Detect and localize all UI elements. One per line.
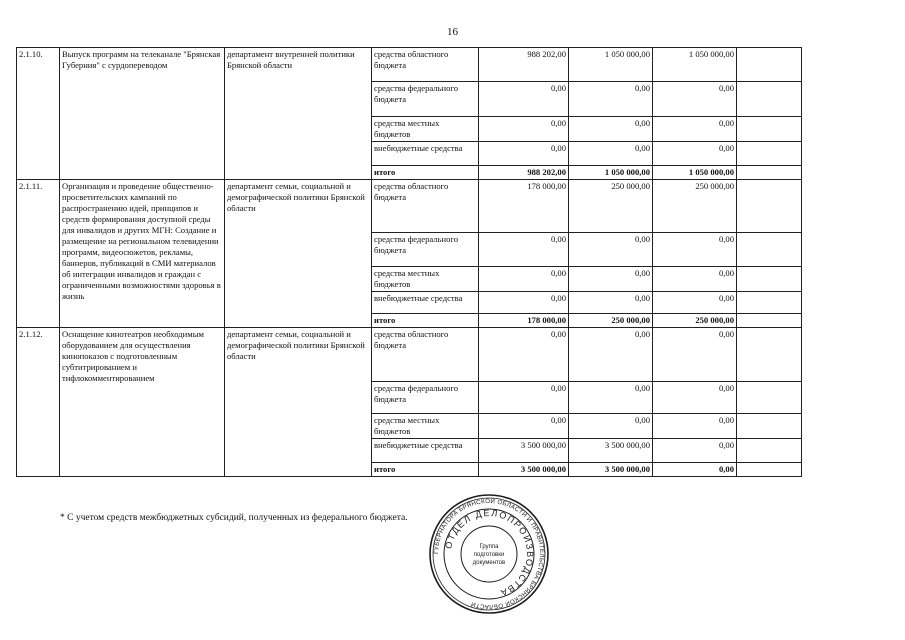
empty-cell: [737, 328, 802, 382]
amount-year-1: 0,00: [479, 82, 569, 117]
empty-cell: [737, 314, 802, 328]
funding-source: средства областного бюджета: [372, 48, 479, 82]
empty-cell: [737, 463, 802, 477]
stamp-center-line-2: подготовки: [473, 552, 505, 558]
amount-year-3: 0,00: [653, 267, 737, 292]
amount-year-1: 3 500 000,00: [479, 439, 569, 463]
amount-year-1: 3 500 000,00: [479, 463, 569, 477]
amount-year-2: 0,00: [569, 414, 653, 439]
empty-cell: [737, 142, 802, 166]
amount-year-1: 178 000,00: [479, 180, 569, 233]
activity-name: Выпуск программ на телеканале "Брянская Губерния" с сурдопереводом: [60, 48, 225, 180]
official-stamp: [428, 493, 550, 615]
funding-source: средства местных бюджетов: [372, 414, 479, 439]
empty-cell: [737, 233, 802, 267]
funding-source: внебюджетные средства: [372, 439, 479, 463]
amount-year-3: 250 000,00: [653, 314, 737, 328]
stamp-center-line-1: Группа: [479, 544, 499, 550]
empty-cell: [737, 48, 802, 82]
stamp-center-line-3: документов: [472, 560, 506, 566]
amount-year-2: 0,00: [569, 142, 653, 166]
activity-name: Организация и проведение общественно- просветительских кампаний по распространению идей, принципов и средств формирования доступной среды для инвалидов и других МГН: Создание и размещение на региональном телевидении программ, видеосюжетов, рекламы, баннеров, публикаций в СМИ материалов об интеграции инвалидов и граждан с ограниченными возможностями здоровья в жизнь: [60, 180, 225, 328]
funding-source: средства федерального бюджета: [372, 82, 479, 117]
amount-year-3: 0,00: [653, 439, 737, 463]
item-number: 2.1.10.: [17, 48, 60, 180]
empty-cell: [737, 382, 802, 414]
amount-year-1: 0,00: [479, 233, 569, 267]
amount-year-1: 0,00: [479, 328, 569, 382]
amount-year-2: 0,00: [569, 292, 653, 314]
amount-year-2: 3 500 000,00: [569, 463, 653, 477]
executor: департамент внутренней политики Брянской области: [225, 48, 372, 180]
amount-year-1: 0,00: [479, 267, 569, 292]
stamp-middle-text: ОТДЕЛ ДЕЛОПРОИЗВОДСТВА: [443, 507, 536, 599]
executor: департамент семьи, социальной и демографической политики Брянской области: [225, 180, 372, 328]
amount-year-3: 0,00: [653, 142, 737, 166]
amount-year-1: 0,00: [479, 142, 569, 166]
table-row: [17, 48, 802, 82]
amount-year-1: 0,00: [479, 292, 569, 314]
funding-source: средства областного бюджета: [372, 328, 479, 382]
empty-cell: [737, 439, 802, 463]
amount-year-3: 0,00: [653, 292, 737, 314]
amount-year-2: 0,00: [569, 82, 653, 117]
funding-source: итого: [372, 166, 479, 180]
item-number: 2.1.11.: [17, 180, 60, 328]
amount-year-3: 1 050 000,00: [653, 166, 737, 180]
empty-cell: [737, 117, 802, 142]
empty-cell: [737, 82, 802, 117]
table-row: [17, 328, 802, 382]
amount-year-2: 0,00: [569, 233, 653, 267]
empty-cell: [737, 414, 802, 439]
amount-year-2: 250 000,00: [569, 180, 653, 233]
funding-source: итого: [372, 463, 479, 477]
stamp-seal-icon: [428, 493, 550, 615]
budget-table-body: [17, 48, 802, 477]
amount-year-3: 0,00: [653, 328, 737, 382]
amount-year-3: 0,00: [653, 117, 737, 142]
amount-year-2: 0,00: [569, 267, 653, 292]
empty-cell: [737, 292, 802, 314]
funding-source: средства областного бюджета: [372, 180, 479, 233]
amount-year-1: 0,00: [479, 382, 569, 414]
amount-year-3: 250 000,00: [653, 180, 737, 233]
funding-source: средства местных бюджетов: [372, 117, 479, 142]
amount-year-3: 0,00: [653, 382, 737, 414]
empty-cell: [737, 267, 802, 292]
amount-year-2: 0,00: [569, 328, 653, 382]
amount-year-1: 0,00: [479, 117, 569, 142]
activity-name: Оснащение кинотеатров необходимым оборудованием для осуществления кинопоказов с подготовленным субтитрированием и тифлокомментированием: [60, 328, 225, 477]
amount-year-2: 0,00: [569, 382, 653, 414]
budget-table: [16, 47, 802, 477]
item-number: 2.1.12.: [17, 328, 60, 477]
amount-year-1: 988 202,00: [479, 48, 569, 82]
empty-cell: [737, 180, 802, 233]
amount-year-3: 0,00: [653, 233, 737, 267]
amount-year-3: 0,00: [653, 463, 737, 477]
amount-year-2: 3 500 000,00: [569, 439, 653, 463]
amount-year-2: 1 050 000,00: [569, 166, 653, 180]
executor: департамент семьи, социальной и демографической политики Брянской области: [225, 328, 372, 477]
amount-year-3: 1 050 000,00: [653, 48, 737, 82]
page-number: 16: [447, 26, 458, 38]
funding-source: средства местных бюджетов: [372, 267, 479, 292]
funding-source: средства федерального бюджета: [372, 382, 479, 414]
amount-year-3: 0,00: [653, 82, 737, 117]
table-row: [17, 180, 802, 233]
amount-year-2: 0,00: [569, 117, 653, 142]
amount-year-1: 988 202,00: [479, 166, 569, 180]
stamp-outer-text: ГУБЕРНАТОРА БРЯНСКОЙ ОБЛАСТИ И ПРАВИТЕЛЬСТВА БРЯНСКОЙ ОБЛАСТИ: [432, 497, 546, 611]
amount-year-2: 1 050 000,00: [569, 48, 653, 82]
amount-year-3: 0,00: [653, 414, 737, 439]
amount-year-1: 178 000,00: [479, 314, 569, 328]
funding-source: внебюджетные средства: [372, 142, 479, 166]
funding-source: средства федерального бюджета: [372, 233, 479, 267]
funding-source: внебюджетные средства: [372, 292, 479, 314]
amount-year-2: 250 000,00: [569, 314, 653, 328]
empty-cell: [737, 166, 802, 180]
footnote: * С учетом средств межбюджетных субсидий, полученных из федерального бюджета.: [60, 513, 408, 523]
funding-source: итого: [372, 314, 479, 328]
amount-year-1: 0,00: [479, 414, 569, 439]
